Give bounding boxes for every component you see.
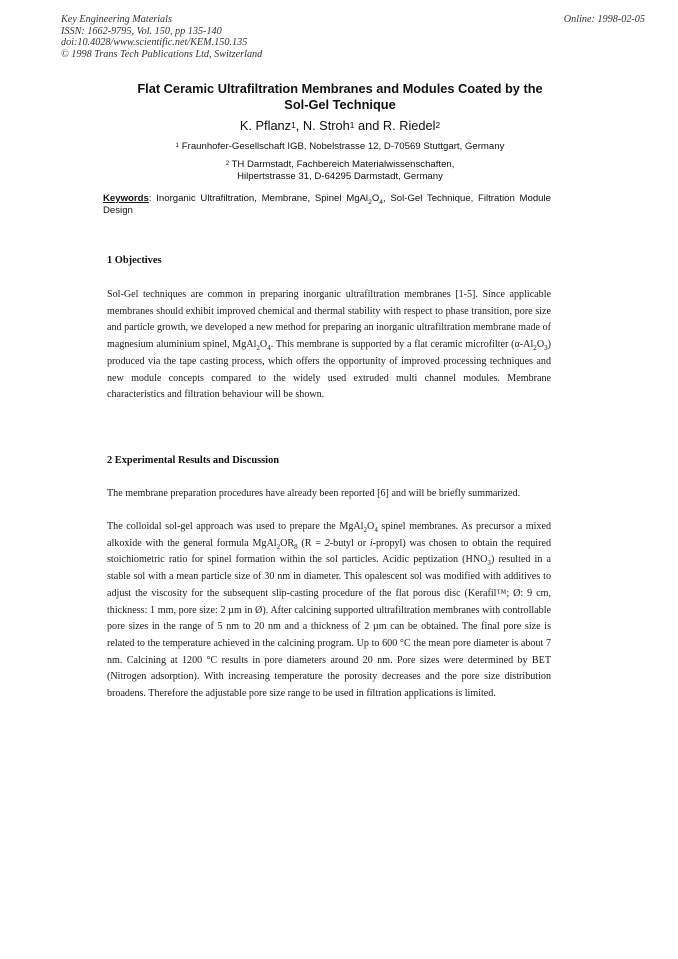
online-date: Online: 1998-02-05	[563, 14, 645, 25]
affiliation-1	[80, 141, 600, 153]
author-affiliation-mark: 2	[435, 120, 441, 130]
affiliation-text: Hilpertstrasse 31, D-64295 Darmstadt, Germany	[237, 170, 443, 182]
keywords-label: Keywords	[103, 193, 149, 204]
author-separator: ,	[295, 118, 303, 133]
author-name: N. Stroh	[302, 118, 350, 133]
affiliation-number: 1	[175, 142, 180, 149]
author-name: R. Riedel	[382, 118, 436, 133]
affiliation-text: TH Darmstadt, Fachbereich Materialwissenschaften,	[229, 159, 455, 170]
author-affiliation-mark: 1	[291, 120, 296, 130]
author-name: K. Pflanz	[239, 118, 292, 133]
author-affiliation-mark: 1	[349, 120, 355, 130]
paragraph-objectives: Sol-Gel techniques are common in preparing inorganic ultrafiltration membranes [1-5]. Since applicable membranes should exhibit improved chemical and thermal stability with respect to phase transition, pore size and particle growth, we developed a new method for preparing an inorganic ultrafiltration membrane made of magnesium aluminium spinel, $MgAl_2O_4$. This membrane is supported by a flat ceramic microfilter $(\alpha-Al_2O_3)$ produced via the tape casting process, which offers the opportunity of improved processing techniques and new module concepts compared to the widely used extruded multi channel modules. Membrane characteristics and filtration behaviour will be shown.	[107, 289, 552, 401]
author-separator: and	[354, 118, 383, 133]
affiliation-2	[80, 159, 600, 182]
author-list	[80, 118, 600, 133]
journal-header	[61, 14, 262, 60]
title-line-1: Flat Ceramic Ultrafiltration Membranes and Modules Coated by the	[137, 81, 543, 96]
paragraph-procedures: The membrane preparation procedures have already been reported [6] and will be briefly summarized.	[107, 488, 521, 499]
paragraph-sol-gel: The colloidal sol-gel approach was used to prepare the $MgAl_2O_4$ spinel membranes. As precursor a mixed alkoxide with the general formula $MgAl_2OR_8$ (R = 2-butyl or i-propyl) was chosen to obtain the required stoichiometric ratio for spinel formation within the sol particles. Acidic peptization $(HNO_3)$ resulted in a stable sol with a mean particle size of 30 nm in diameter. This opalescent sol was modified with additives to adjust the viscosity for the subsequent slip-casting procedure of the flat porous disc (Kerafil™; Ø: 9 cm, thickness: 1 mm, pore size: 2 µm in Ø). After calcining supported ultrafiltration membranes with controllable pore sizes in the range of 5 nm to 20 nm and a thickness of 2 µm can be obtained. The final pore size is related to the temperature achieved in the calcining program. Up to 600 °C the mean pore diameter is about 7 nm. Calcining at 1200 °C results in pore diameters around 20 nm. Pore sizes were determined by BET (Nitrogen adsorption). With increasing temperature the porosity decreases and the pore size distribution broadens. Therefore the adjustable pore size range to be used in filtration applications is limited.	[107, 521, 551, 700]
journal-name: Key Engineering Materials	[61, 14, 172, 25]
section-heading-objectives: 1 Objectives	[107, 255, 162, 266]
issn-line: ISSN: 1662-9795, Vol. 150, pp 135-140	[61, 25, 222, 37]
affiliation-text: Fraunhofer-Gesellschaft IGB, Nobelstrasse 12, D-70569 Stuttgart, Germany	[179, 141, 505, 152]
doi-line[interactable]: doi:10.4028/www.scientific.net/KEM.150.135	[61, 37, 248, 48]
paper-title	[80, 81, 600, 113]
keywords-text: Inorganic Ultrafiltration, Membrane, Spinel MgAl	[156, 193, 369, 204]
copyright-line: © 1998 Trans Tech Publications Ltd, Switzerland	[61, 48, 263, 60]
title-line-2: Sol-Gel Technique	[284, 97, 396, 112]
keywords: Keywords: Inorganic Ultrafiltration, Membrane, Spinel $MgAl_2O_4$, Sol-Gel Technique, Filtration Module Design	[103, 193, 551, 216]
affiliation-number: 2	[225, 160, 230, 167]
section-heading-results: 2 Experimental Results and Discussion	[107, 455, 280, 466]
